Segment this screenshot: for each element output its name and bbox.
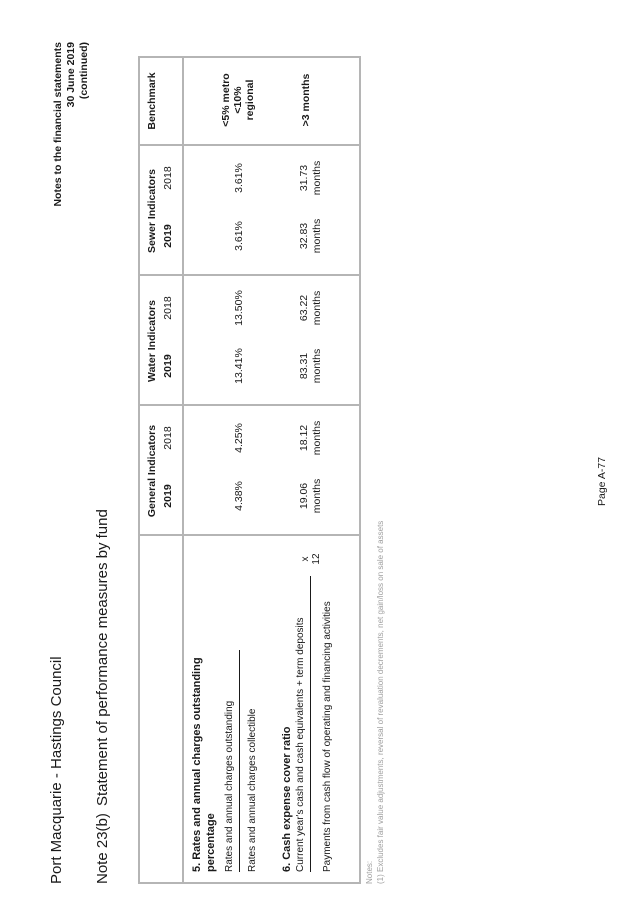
s5-benchmark-line1: <5% metro (220, 73, 232, 127)
col-divider (140, 534, 359, 536)
group-sewer: Sewer Indicators (146, 168, 158, 254)
year-2019-general: 2019 (162, 484, 174, 508)
s6-general-2018: 18.12 months (298, 420, 323, 456)
running-header-line2: 30 June 2019 (65, 42, 77, 108)
multiplier-sign: x (300, 556, 311, 562)
running-header (52, 42, 91, 207)
s5-sewer-2019: 3.61% (233, 221, 245, 251)
s5-water-2019: 13.41% (233, 348, 245, 384)
s5-water-2018: 13.50% (233, 290, 245, 326)
s5-sewer-2018: 3.61% (233, 163, 245, 193)
note-title: Statement of performance measures by fund (94, 509, 111, 806)
running-header-line3: (continued) (78, 42, 90, 100)
year-2018-general: 2018 (162, 426, 174, 450)
s6-sewer-2019: 32.83 months (298, 218, 323, 254)
col-divider (140, 274, 359, 276)
header-divider (182, 58, 184, 882)
s6-sewer-2018: 31.73 months (298, 160, 323, 196)
s5-general-2019: 4.38% (233, 481, 245, 511)
year-2018-sewer: 2018 (162, 166, 174, 190)
notes (364, 521, 386, 884)
s5-benchmark-line2: <10% (232, 86, 244, 114)
notes-heading: Notes: (365, 860, 374, 884)
section5-title-line1: 5. Rates and annual charges outstanding (191, 657, 203, 872)
col-divider (140, 144, 359, 146)
section5-title-line2: percentage (205, 813, 217, 872)
s6-general-2019: 19.06 months (298, 478, 323, 514)
notes-line1: (1) Excludes fair value adjustments, reversal of revaluation decrements, net gain/loss on sale of assets (376, 520, 385, 884)
year-2018-water: 2018 (162, 296, 174, 320)
s5-benchmark (220, 70, 256, 130)
group-water: Water Indicators (146, 300, 158, 382)
section6-denominator: Payments from cash flow of operating and financing activities (322, 601, 333, 872)
performance-table (138, 56, 361, 884)
note-number: Note 23(b) (94, 813, 111, 884)
s5-general-2018: 4.25% (233, 423, 245, 453)
year-2019-water: 2019 (162, 354, 174, 378)
section5-fraction-rule (239, 650, 240, 872)
s6-water-2019: 83.31 months (298, 348, 323, 384)
running-header-line1: Notes to the financial statements (52, 42, 64, 207)
section6-numerator: Current year's cash and cash equivalents + term deposits (295, 617, 306, 872)
year-2019-sewer: 2019 (162, 224, 174, 248)
section6-fraction-rule (310, 576, 311, 872)
group-benchmark: Benchmark (146, 72, 158, 130)
section5-title (190, 657, 218, 872)
section5-denominator: Rates and annual charges collectible (247, 708, 258, 872)
s6-water-2018: 63.22 months (298, 290, 323, 326)
section6-multiplier (300, 544, 322, 574)
col-divider (140, 404, 359, 406)
group-general: General Indicators (146, 424, 158, 518)
section6-title: 6. Cash expense cover ratio (281, 726, 293, 872)
section5-numerator: Rates and annual charges outstanding (224, 700, 235, 872)
multiplier-value: 12 (311, 553, 322, 565)
s6-benchmark: >3 months (300, 73, 312, 127)
s5-benchmark-line3: regional (244, 79, 256, 121)
council-name: Port Macquarie - Hastings Council (48, 656, 65, 884)
page-number: Page A-77 (596, 456, 608, 506)
